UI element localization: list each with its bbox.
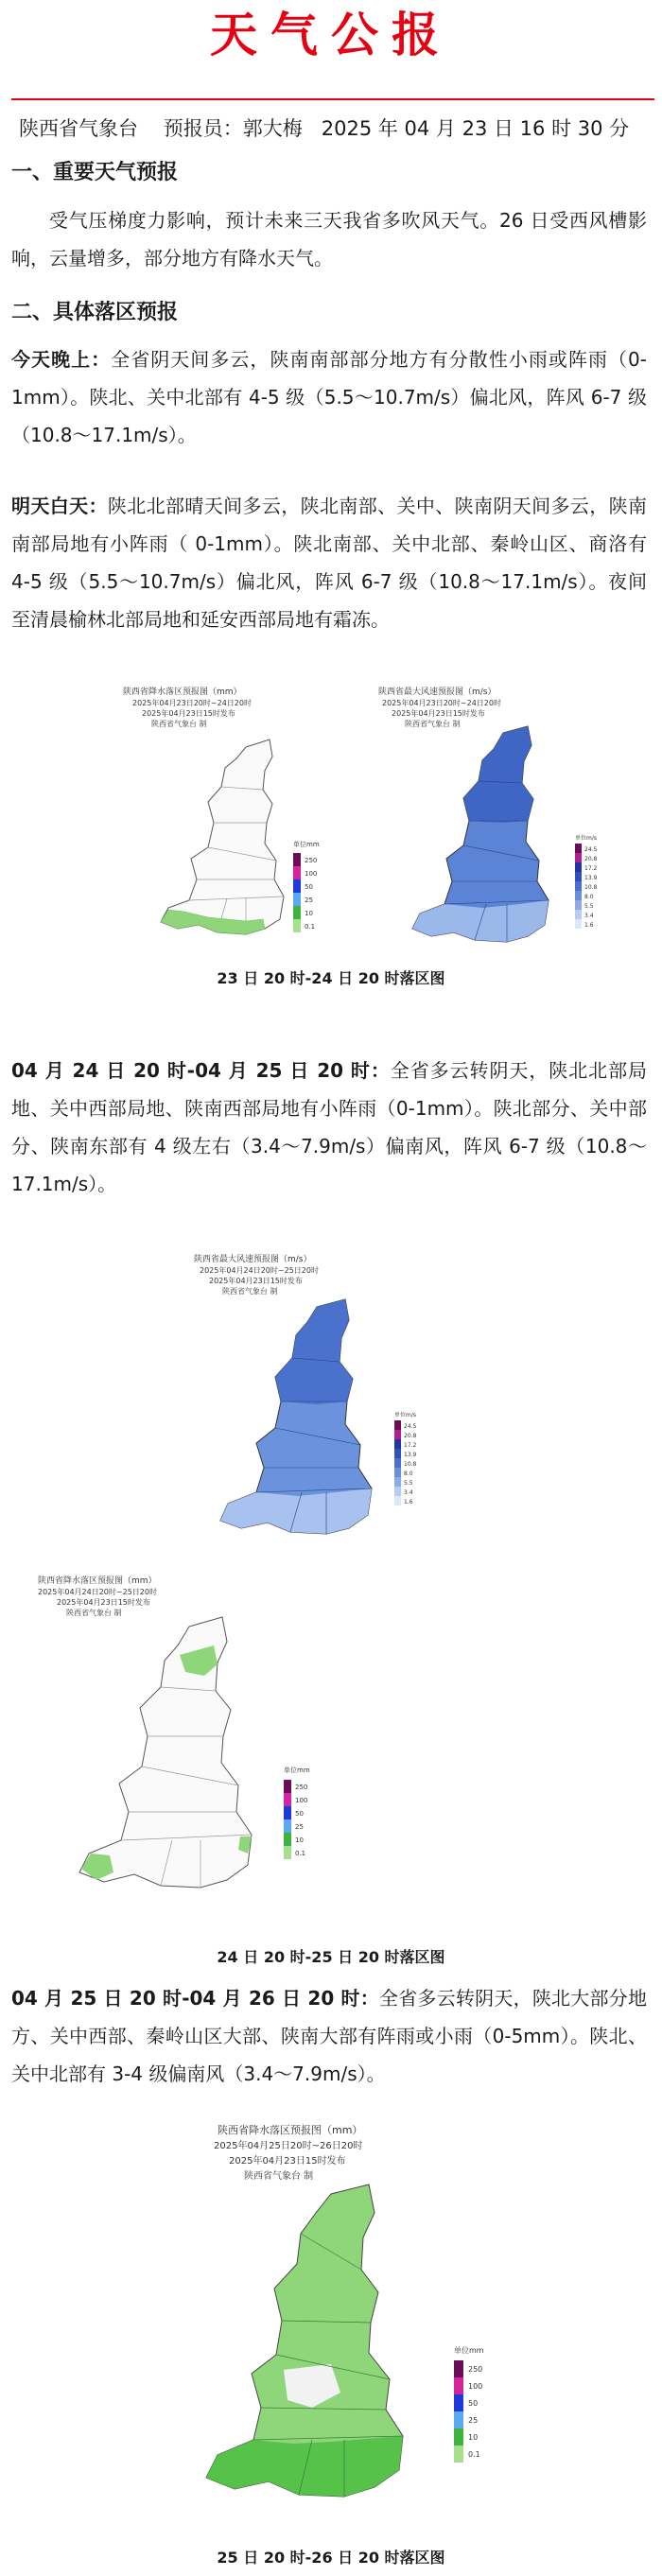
section-detail-forecast-heading: 二、具体落区预报 — [11, 301, 179, 324]
rain-legend-1-25: 25 — [305, 896, 313, 904]
rain-legend-2 — [284, 1780, 307, 1859]
forecast-tomorrow-label: 明天白天： — [11, 495, 108, 517]
wind-map-2-period: 2025年04月24日20时~25日20时 — [200, 1266, 319, 1275]
forecast-tomorrow-text: 陕北北部晴天间多云，陕北南部、关中、陕南阴天间多云，陕南南部局地有小阵雨（ 0-1mm）。陕北南部、关中北部、秦岭山区、商洛有 4-5 级（5.5～10.7m/s）偏北风，阵风 6-7 级（10.8～17.1m/s）。夜间至清晨榆林北部局地和延安西部局地有霜冻。 — [11, 495, 647, 631]
rain-map-1 — [104, 681, 359, 965]
section-important-forecast-heading: 一、重要天气预报 — [11, 161, 179, 184]
issue-time: 2025 年 04 月 23 日 16 时 30 分 — [321, 117, 630, 140]
wind-map-2 — [175, 1248, 459, 1551]
wind-legend-1-3-4: 3.4 — [584, 913, 594, 919]
rain-legend-3-0-1: 0.1 — [468, 2450, 480, 2459]
rain-map-2 — [28, 1570, 359, 1929]
rain-legend-3-50: 50 — [468, 2399, 479, 2408]
rain-map-2-issue: 2025年04月23日15时发布 — [57, 1598, 150, 1607]
wind-legend-2-20-8: 20.8 — [404, 1433, 417, 1439]
wind-legend-1-1-6: 1.6 — [584, 922, 594, 929]
wind-map-1-title: 陕西省最大风速预报图（m/s） — [378, 688, 496, 697]
forecaster: 预报员：郭大梅 — [163, 117, 303, 140]
forecast-25-26-label: 04 月 25 日 20 时-04 月 26 日 20 时： — [11, 1987, 379, 2010]
rain-legend-3-100: 100 — [468, 2382, 483, 2391]
forecast-24-25 — [11, 1052, 647, 1203]
forecast-25-26-text: 全省多云转阴天，陕北大部分地方、关中西部、秦岭山区大部、陕南大部有阵雨或小雨（0-5mm）。陕北、关中北部有 3-4 级偏南风（3.4～7.9m/s）。 — [11, 1987, 648, 2085]
wind-map-1 — [369, 681, 615, 965]
wind-map-2-publisher: 陕西省气象台 制 — [222, 1287, 278, 1296]
bulletin-meta — [19, 113, 653, 144]
rain-map-3 — [189, 2118, 549, 2534]
forecast-tomorrow — [11, 487, 647, 638]
bulletin-title: 天气公报 — [210, 7, 452, 62]
shaanxi-outline — [161, 740, 284, 934]
rain-map-3-issue: 2025年04月23日15时发布 — [229, 2156, 346, 2167]
rain-map-3-publisher: 陕西省气象台 制 — [244, 2171, 314, 2182]
wind-map-1-publisher: 陕西省气象台 制 — [405, 720, 461, 728]
wind-legend-2-3-4: 3.4 — [404, 1489, 413, 1496]
wind-legend-1-24-5: 24.5 — [584, 846, 598, 853]
rain-legend-2-10: 10 — [295, 1836, 304, 1844]
forecast-24-25-label: 04 月 24 日 20 时-04 月 25 日 20 时： — [11, 1059, 391, 1082]
caption-map-set-3: 25 日 20 时-26 日 20 时落区图 — [217, 2549, 445, 2567]
wind-legend-2-1-6: 1.6 — [404, 1499, 413, 1506]
forecast-tonight-label: 今天晚上： — [11, 348, 112, 371]
wind-legend-1-20-8: 20.8 — [584, 856, 598, 862]
rain-map-2-period: 2025年04月24日20时~25日20时 — [38, 1588, 157, 1596]
wind-legend-1-8-0: 8.0 — [584, 894, 594, 900]
rain-legend-1-0-1: 0.1 — [305, 923, 316, 931]
wind-map-2-unit: 单位m/s — [394, 1412, 416, 1419]
rain-legend-2-50: 50 — [295, 1810, 304, 1818]
wind-legend-2-13-9: 13.9 — [404, 1452, 417, 1458]
wind-legend-2-5-5: 5.5 — [404, 1480, 413, 1487]
wind-map-2-issue: 2025年04月23日15时发布 — [209, 1277, 303, 1285]
wind-legend-1 — [575, 844, 598, 929]
shaanxi-outline-rain-2 — [79, 1617, 252, 1888]
rain-legend-3-250: 250 — [468, 2365, 483, 2374]
rain-map-1-title: 陕西省降水落区预报图（mm） — [123, 688, 242, 697]
rain-map-1-issue: 2025年04月23日15时发布 — [142, 709, 235, 718]
rain-legend-3 — [454, 2360, 482, 2463]
wind-map-1-period: 2025年04月23日20时~24日20时 — [382, 699, 501, 707]
wind-legend-2-17-2: 17.2 — [404, 1442, 417, 1449]
wind-map-2-title: 陕西省最大风速预报图（m/s） — [194, 1255, 312, 1264]
rain-legend-2-250: 250 — [295, 1784, 308, 1791]
forecast-24-25-text: 全省多云转阴天，陕北北部局地、关中西部局地、陕南西部局地有小阵雨（0-1mm）。陕北部分、关中部分、陕南东部有 4 级左右（3.4～7.9m/s）偏南风，阵风 6-7 级（10.8～17.1m/s）。 — [11, 1059, 648, 1195]
forecast-tonight-text: 全省阴天间多云，陕南南部部分地方有分散性小雨或阵雨（0-1mm）。陕北、关中北部有 4-5 级（5.5～10.7m/s）偏北风，阵风 6-7 级（10.8～17.1m/s）。 — [11, 348, 647, 446]
rain-map-1-unit: 单位mm — [293, 841, 320, 848]
rain-legend-1-250: 250 — [305, 857, 318, 864]
wind-map-1-issue: 2025年04月23日15时发布 — [392, 709, 485, 718]
rain-legend-1-50: 50 — [305, 883, 313, 891]
section-important-forecast-text: 受气压梯度力影响，预计未来三天我省多吹风天气。26 日受西风槽影响，云量增多，部分地方有降水天气。 — [11, 209, 647, 270]
rain-map-3-period: 2025年04月25日20时~26日20时 — [214, 2141, 363, 2151]
rain-legend-3-25: 25 — [468, 2416, 479, 2425]
rain-map-1-publisher: 陕西省气象台 制 — [151, 720, 207, 728]
wind-legend-2 — [394, 1420, 417, 1506]
wind-legend-1-10-8: 10.8 — [584, 884, 598, 891]
rain-map-3-title: 陕西省降水落区预报图（mm） — [218, 2124, 363, 2136]
rain-map-3-unit: 单位mm — [454, 2346, 484, 2355]
station-name: 陕西省气象台 — [19, 117, 138, 140]
caption-map-set-1: 23 日 20 时-24 日 20 时落区图 — [217, 969, 445, 987]
wind-2-north-area — [275, 1299, 353, 1404]
forecast-tonight — [11, 340, 647, 454]
rain-legend-1 — [293, 853, 317, 932]
wind-legend-1-13-9: 13.9 — [584, 875, 598, 881]
rain-map-2-unit: 单位mm — [284, 1767, 310, 1774]
rain-legend-2-25: 25 — [295, 1823, 304, 1831]
wind-legend-1-5-5: 5.5 — [584, 903, 594, 910]
rain-legend-2-0-1: 0.1 — [295, 1850, 306, 1857]
rain-legend-3-10: 10 — [468, 2433, 479, 2442]
meta-underline — [11, 98, 654, 100]
wind-legend-2-10-8: 10.8 — [404, 1461, 417, 1468]
forecast-25-26 — [11, 1979, 647, 2093]
rain-legend-1-10: 10 — [305, 910, 313, 917]
rain-map-2-publisher: 陕西省气象台 制 — [66, 1609, 122, 1617]
wind-legend-2-24-5: 24.5 — [404, 1423, 417, 1430]
rain-legend-2-100: 100 — [295, 1797, 308, 1804]
rain-map-2-title: 陕西省降水落区预报图（mm） — [38, 1576, 157, 1586]
wind-legend-1-17-2: 17.2 — [584, 865, 598, 872]
wind-map-1-unit: 单位m/s — [575, 835, 597, 842]
rain-legend-1-100: 100 — [305, 870, 318, 878]
rain-map-1-period: 2025年04月23日20时~24日20时 — [132, 699, 252, 707]
caption-map-set-2: 24 日 20 时-25 日 20 时落区图 — [217, 1948, 445, 1966]
wind-legend-2-8-0: 8.0 — [404, 1471, 413, 1477]
